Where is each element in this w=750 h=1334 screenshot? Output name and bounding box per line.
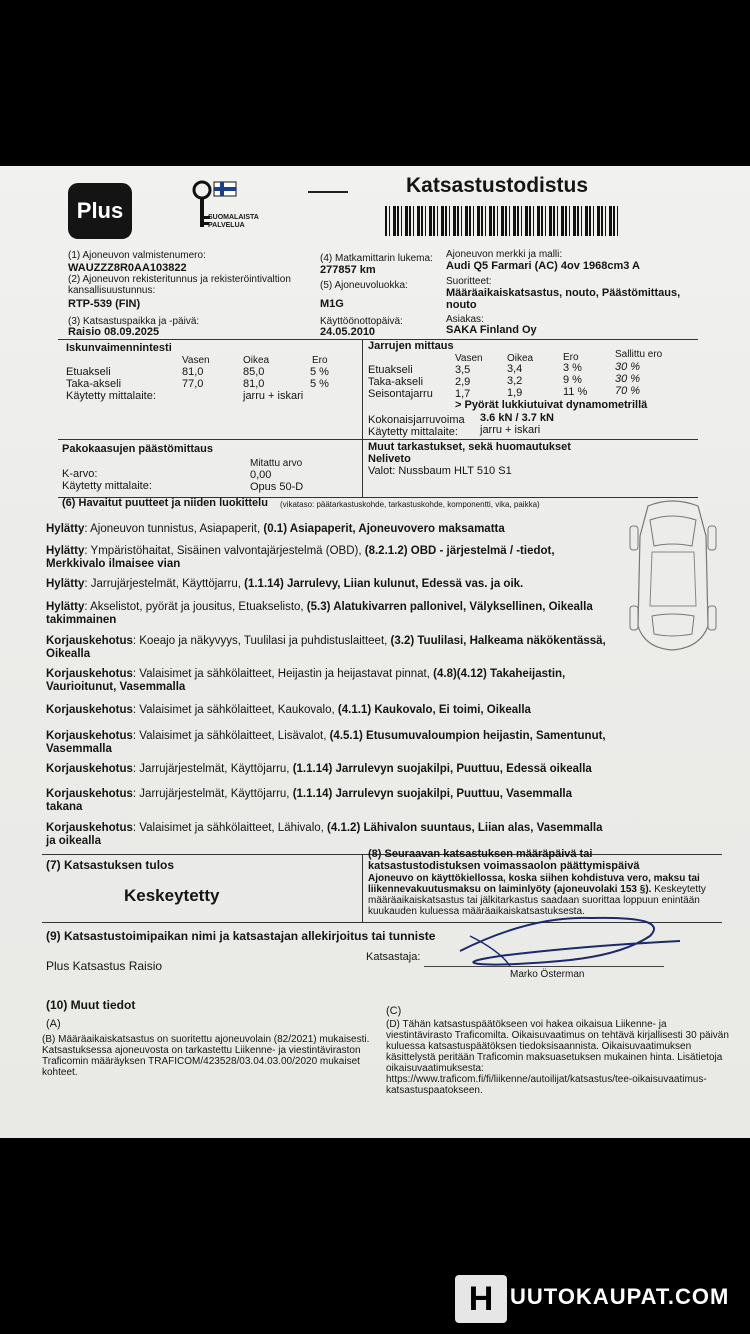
emissions-k-label: K-arvo:: [62, 468, 98, 480]
shock-col-left: Vasen: [182, 355, 210, 366]
defect-item: Korjauskehotus: Valaisimet ja sähkölaitteet, Kaukovalo, (4.1.1) Kaukovalo, Ei toimi, Oikealla: [46, 704, 531, 716]
inspection-certificate: [0, 166, 750, 1138]
huutokaupat-logo-icon: H: [455, 1275, 507, 1323]
done-label: Suoritteet:: [446, 276, 492, 287]
class-label: (5) Ajoneuvoluokka:: [320, 280, 408, 291]
misc-a: (A): [46, 1018, 61, 1030]
defect-item: Korjauskehotus: Valaisimet ja sähkölaitteet, Lähivalo, (4.1.2) Lähivalon suuntaus, Liian alas, Vasemmalla ja oikealla: [46, 822, 603, 847]
brake-row-right: 1,9: [507, 387, 523, 399]
shock-row-right: 81,0: [243, 378, 265, 390]
misc-b: (B) Määräaikaiskatsastus on suoritettu ajoneuvolain (82/2021) mukaisesti. Katsastuksessa ajoneuvosta on tarkastettu Liikenne- ja viestintäviraston Traficomin määräyksen TRAFICOM/423528/03.04.03.00/2020 mukaiset kohteet.: [42, 1034, 370, 1078]
other-checks-line1: Neliveto: [368, 453, 411, 465]
reg-label: (2) Ajoneuvon rekisteritunnus ja rekisteröintivaltion kansallisuustunnus:: [68, 274, 291, 296]
car-diagram: [620, 496, 725, 656]
client-value: SAKA Finland Oy: [446, 324, 537, 336]
shock-row-right: 85,0: [243, 366, 265, 378]
defect-item: Korjauskehotus: Koeajo ja näkyvyys, Tuulilasi ja puhdistuslaitteet, (3.2) Tuulilasi, Halkeama näkökentässä, Oikealla: [46, 635, 606, 660]
misc-d: (D) Tähän katsastuspäätökseen voi hakea oikaisua Liikenne- ja viestintävirasto Traficomilta. Oikaisuvaatimus on tehtävä kirjallisesti 30 päivän kuluessa katsastuspäätöksen tiedoksisaannista. Oikaisuvaatimuksen käsittelystä peritään Traficomin maksuasetuksen mukainen hinta. Lisätietoja oikaisuvaatimuksesta: https://www.traficom.fi/fi/liikenne/autoilijat/katsastus/tee-oikaisuvaatimus-katsastuspaatokseen.: [386, 1019, 729, 1096]
result-title: (7) Katsastuksen tulos: [46, 858, 175, 872]
shock-row-left: 81,0: [182, 366, 204, 378]
brake-row-label: Taka-akseli: [368, 376, 424, 388]
brakes-device-label: Käytetty mittalaite:: [368, 426, 458, 438]
shock-device-label: Käytetty mittalaite:: [66, 390, 156, 402]
client-label: Asiakas:: [446, 314, 484, 325]
brake-row-label: Etuakseli: [368, 364, 413, 376]
shock-row-label: Taka-akseli: [66, 378, 122, 390]
result-value: Keskeytetty: [124, 886, 220, 905]
brakes-title: Jarrujen mittaus: [368, 340, 454, 352]
shock-row-diff: 5 %: [310, 378, 329, 390]
defect-item: Hylätty: Ajoneuvon tunnistus, Asiapaperit, (0.1) Asiapaperit, Ajoneuvovero maksamatta: [46, 523, 505, 535]
finnish-key-flag-logo: [190, 180, 260, 240]
title-dash: [308, 191, 348, 193]
handwritten-signature: [440, 896, 720, 976]
brake-row-allowed: 30 %: [615, 361, 641, 373]
brake-row-allowed: 30 %: [615, 373, 641, 385]
place-value: Raisio 08.09.2025: [68, 326, 160, 338]
shock-col-diff: Ero: [312, 355, 328, 366]
rule-result-middle: [362, 854, 363, 922]
signature-title: (9) Katsastustoimipaikan nimi ja katsastajan allekirjoitus tai tunniste: [46, 929, 436, 943]
place-label: (3) Katsastuspaikka ja -päivä:: [68, 316, 200, 327]
top-black-bar: [0, 0, 750, 166]
defects-subtitle: (vikataso: päätarkastuskohde, tarkastuskohde, komponentti, vika, paikka): [280, 500, 540, 509]
brake-row-diff: 11 %: [563, 386, 588, 398]
class-value: M1G: [320, 298, 344, 310]
rule-middle: [362, 339, 363, 497]
defects-title: (6) Havaitut puutteet ja niiden luokittelu: [62, 497, 268, 509]
shock-row-diff: 5 %: [310, 366, 329, 378]
signature-inspector: Marko Österman: [510, 969, 585, 980]
watermark-text: UUTOKAUPAT.COM: [510, 1284, 730, 1309]
reg-value: RTP-539 (FIN): [68, 298, 141, 310]
other-checks-title: Muut tarkastukset, sekä huomautukset: [368, 441, 571, 453]
emissions-title: Pakokaasujen päästömittaus: [62, 443, 214, 455]
brake-row-left: 2,9: [455, 376, 471, 388]
shock-col-right: Oikea: [243, 355, 270, 366]
signature-inspector-label: Katsastaja:: [366, 951, 421, 963]
brakes-col-allowed: Sallittu ero: [615, 349, 663, 360]
brake-row-diff: 9 %: [563, 374, 582, 386]
shock-title: Iskunvaimennintesti: [66, 342, 172, 354]
brake-row-left: 1,7: [455, 388, 471, 400]
document-title: Katsastustodistus: [406, 174, 589, 197]
barcode: [385, 206, 620, 236]
brake-row-left: 3,5: [455, 364, 471, 376]
signature-place: Plus Katsastus Raisio: [46, 959, 163, 973]
intro-value: 24.05.2010: [320, 326, 376, 338]
bottom-black-bar: [0, 1138, 750, 1334]
brakes-total-label: Kokonaisjarruvoima: [368, 414, 465, 426]
brake-row-right: 3,2: [507, 375, 523, 387]
brake-row-right: 3,4: [507, 363, 523, 375]
defect-item: Korjauskehotus: Valaisimet ja sähkölaitteet, Heijastin ja heijastavat pinnat, (4.8)(4.12) Takaheijastin, Vaurioitunut, Vasemmalla: [46, 668, 566, 693]
shock-row-label: Etuakseli: [66, 366, 111, 378]
key-flag-text: SUOMALAISTA PALVELUA: [208, 214, 259, 229]
brakes-col-left: Vasen: [455, 353, 483, 364]
brakes-note: > Pyörät lukkiutuivat dynamometrillä: [455, 399, 648, 411]
next-title: (8) Seuraavan katsastuksen määräpäivä tai katsastustodistuksen voimassaolon päättymispäivä: [368, 848, 640, 872]
brakes-total: 3.6 kN / 3.7 kN: [480, 412, 554, 424]
vin-label: (1) Ajoneuvon valmistenumero:: [68, 250, 206, 261]
rule-emissions: [58, 439, 698, 440]
emissions-measured-label: Mitattu arvo: [250, 458, 303, 469]
brakes-col-diff: Ero: [563, 352, 579, 363]
defect-item: Hylätty: Akselistot, pyörät ja jousitus, Etuakselisto, (5.3) Alatukivarren pallonivel, Välyksellinen, Oikealla takimmainen: [46, 601, 593, 626]
brakes-col-right: Oikea: [507, 353, 534, 364]
brake-row-allowed: 70 %: [615, 385, 641, 397]
defect-item: Hylätty: Ympäristöhaitat, Sisäinen valvontajärjestelmä (OBD), (8.2.1.2) OBD - järjestelmä / -tiedot, Merkkivalo ilmaisee vian: [46, 545, 555, 570]
intro-label: Käyttöönottopäivä:: [320, 316, 403, 327]
make-label: Ajoneuvon merkki ja malli:: [446, 249, 563, 260]
defect-item: Korjauskehotus: Jarrujärjestelmät, Käyttöjarru, (1.1.14) Jarrulevyn suojakilpi, Puuttuu, Vasemmalla takana: [46, 788, 573, 813]
defect-item: Korjauskehotus: Jarrujärjestelmät, Käyttöjarru, (1.1.14) Jarrulevyn suojakilpi, Puuttuu, Edessä oikealla: [46, 763, 592, 775]
brake-row-diff: 3 %: [563, 362, 582, 374]
shock-row-left: 77,0: [182, 378, 204, 390]
plus-logo: Plus: [68, 183, 132, 239]
misc-title: (10) Muut tiedot: [46, 998, 136, 1012]
misc-c: (C): [386, 1005, 402, 1017]
defect-item: Korjauskehotus: Valaisimet ja sähkölaitteet, Lisävalot, (4.5.1) Etusumuvaloumpion heijastin, Samentunut, Vasemmalla: [46, 730, 606, 755]
defect-item: Hylätty: Jarrujärjestelmät, Käyttöjarru, (1.1.14) Jarrulevy, Liian kulunut, Edessä vas. ja oik.: [46, 578, 524, 590]
make-value: Audi Q5 Farmari (AC) 4ov 1968cm3 A: [446, 260, 640, 272]
emissions-k-value: 0,00: [250, 469, 272, 481]
km-value: 277857 km: [320, 264, 376, 276]
done-value: Määräaikaiskatsastus, nouto, Päästömittaus, nouto: [446, 287, 681, 311]
brakes-device: jarru + iskari: [480, 424, 541, 436]
signature-line: [424, 966, 664, 967]
brake-row-label: Seisontajarru: [368, 388, 433, 400]
vin-value: WAUZZZ8R0AA103822: [68, 262, 187, 274]
other-checks-line2: Valot: Nussbaum HLT 510 S1: [368, 465, 512, 477]
shock-device: jarru + iskari: [243, 390, 304, 402]
km-label: (4) Matkamittarin lukema:: [320, 253, 433, 264]
emissions-device: Opus 50-D: [250, 481, 304, 493]
next-text: Ajoneuvo on käyttökiellossa, koska siihen kohdistuva vero, maksu tai liikennevakuutusmaksu on laiminlyöty (ajoneuvolaki 153 §). Keskeytetty määräaikaiskatsastus tai jälkitarkastus saadaan suorittaa loppuun enintään kuukauden kuluessa määräaikaiskatsastuksesta.: [368, 873, 706, 917]
emissions-device-label: Käytetty mittalaite:: [62, 480, 152, 492]
